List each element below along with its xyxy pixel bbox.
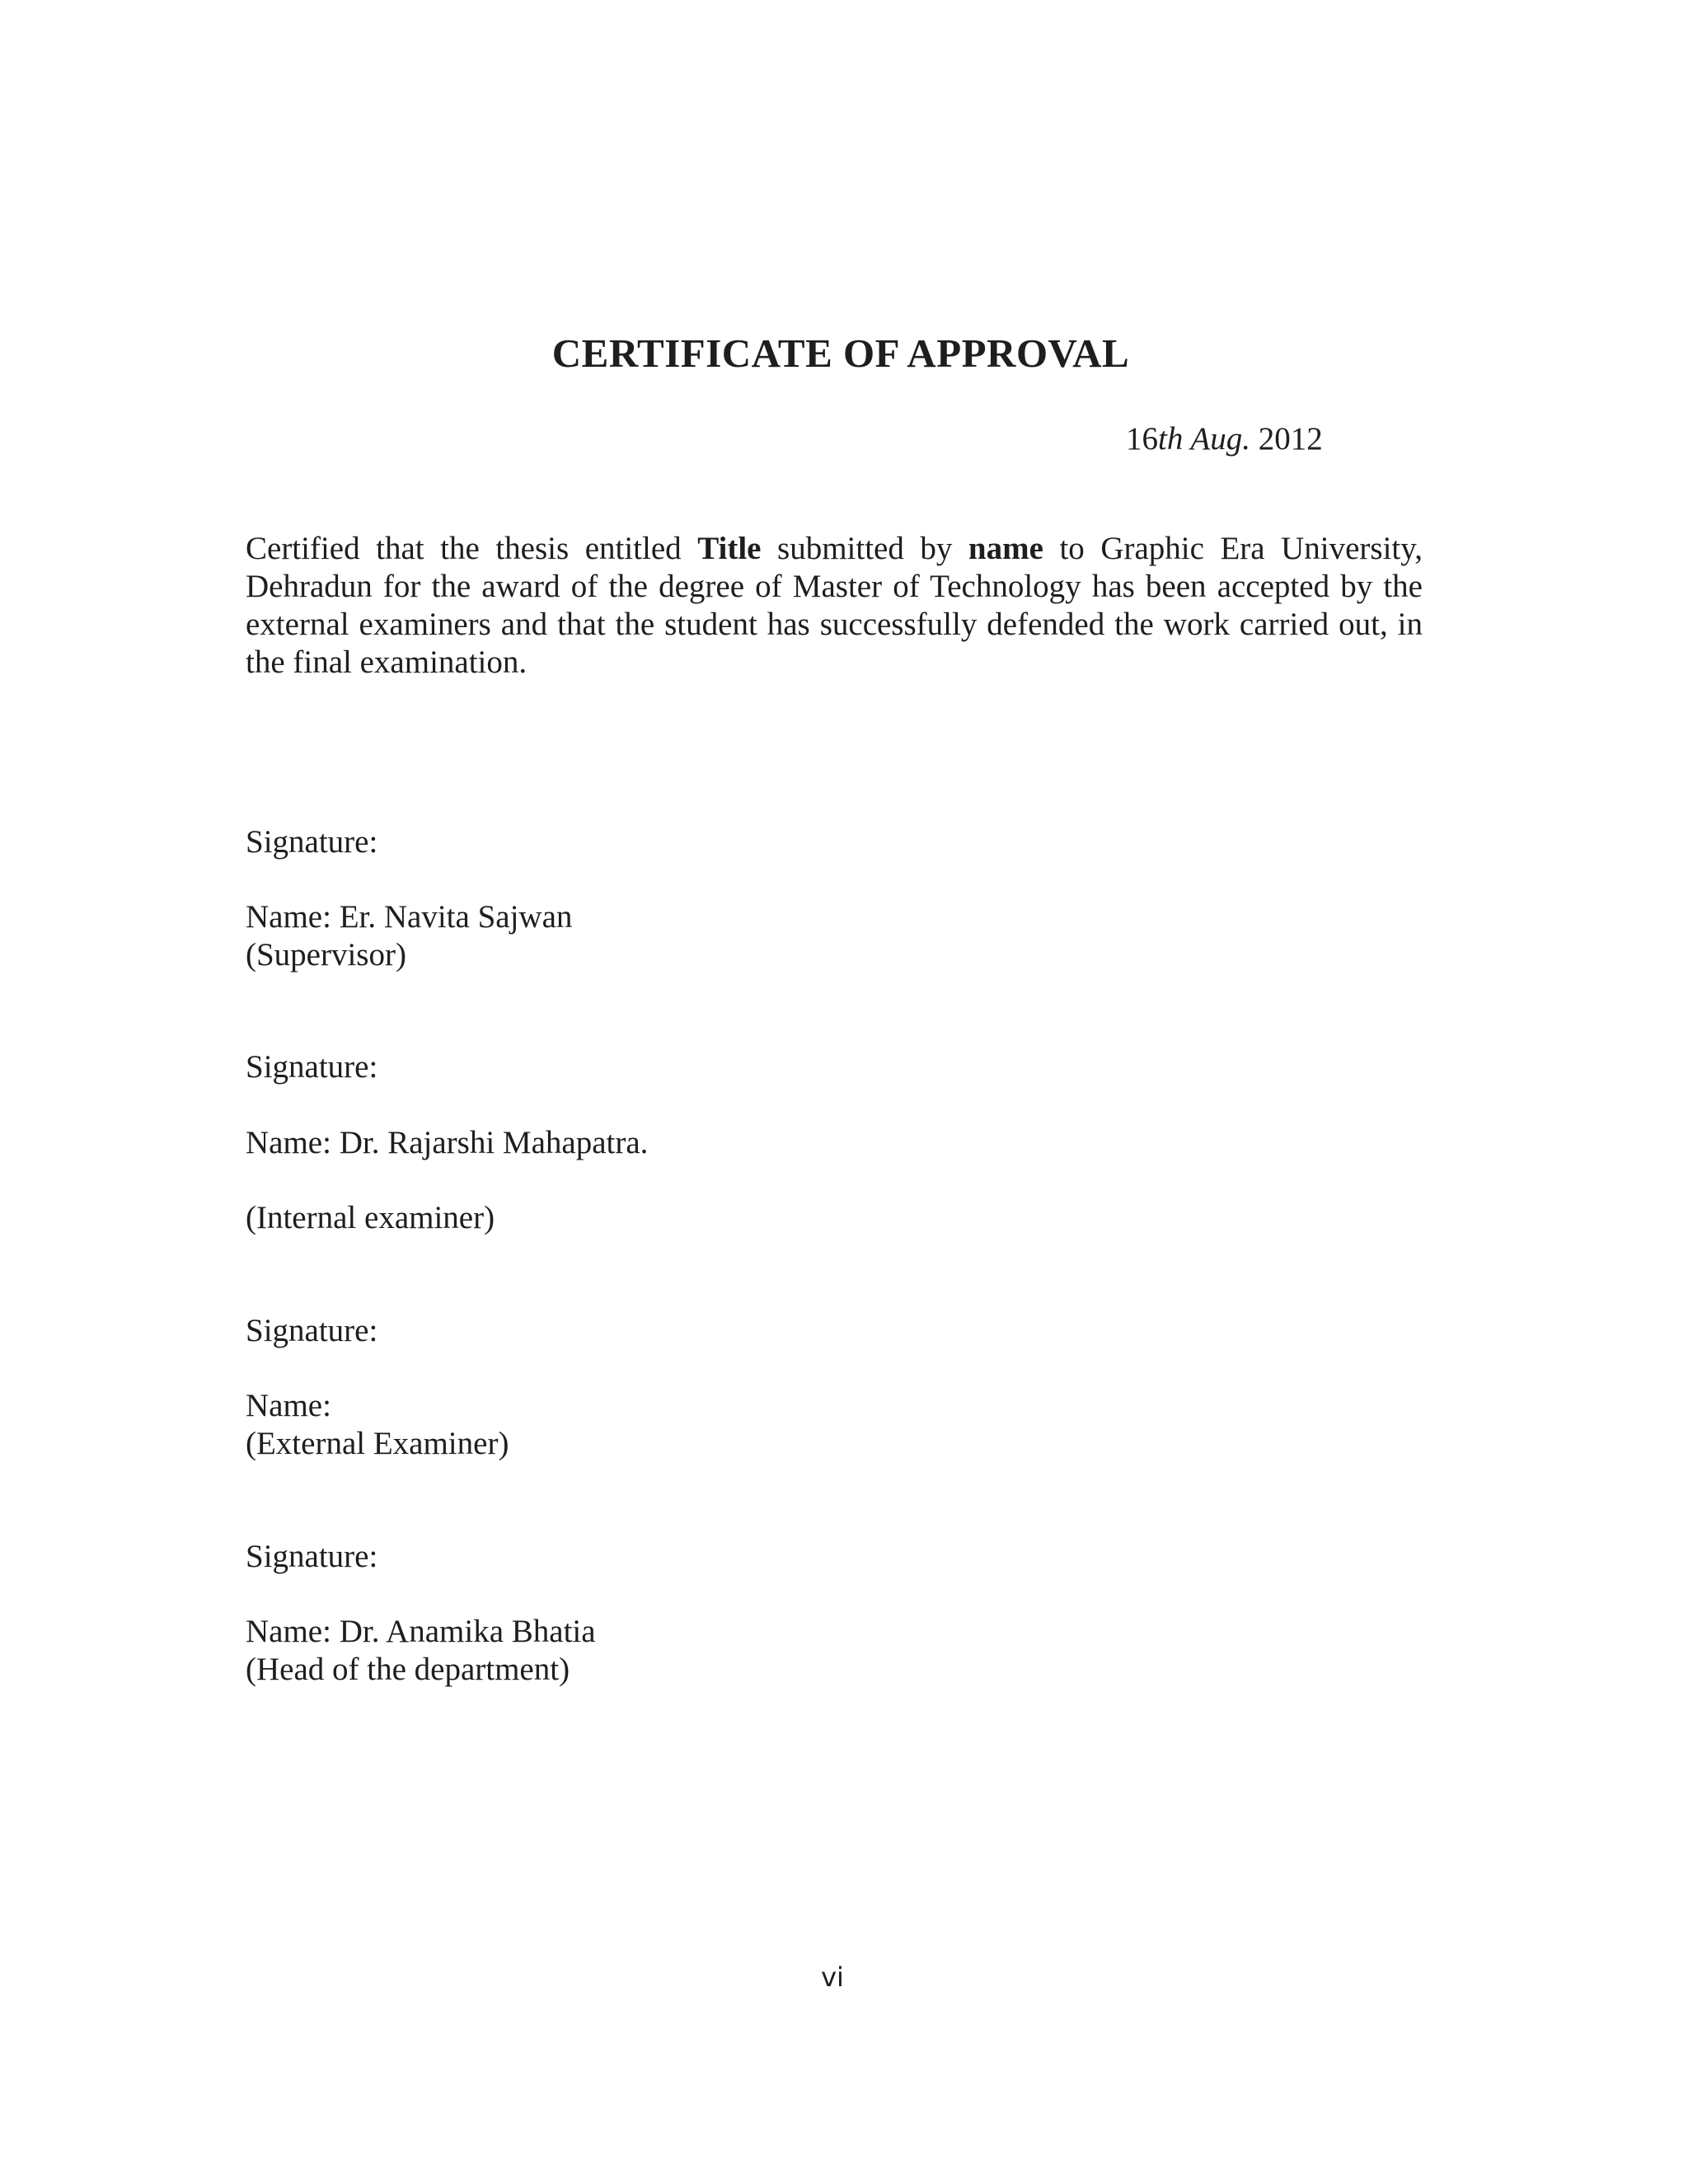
hod-role: (Head of the department) (246, 1652, 570, 1687)
external-examiner-signature-label: Signature: (246, 1313, 378, 1348)
date-year: 2012 (1258, 421, 1323, 457)
supervisor-name: Name: Er. Navita Sajwan (246, 899, 573, 935)
paragraph-text-3: to Graphic Era University, Dehradun for the award of the degree of Master of Technology has been accepted by the external examiners and that the student has successfully defended the work carried out, in the final examination. (246, 531, 1423, 680)
paragraph-text-2: submitted by (761, 531, 968, 566)
date-month: th Aug. (1158, 421, 1250, 457)
external-examiner-name: Name: (246, 1388, 331, 1423)
hod-signature-label: Signature: (246, 1539, 378, 1574)
page-number: vi (821, 1961, 844, 1993)
date-day: 16 (1126, 421, 1158, 457)
page-title: CERTIFICATE OF APPROVAL (551, 330, 1130, 376)
certification-paragraph (246, 530, 1423, 682)
paragraph-text-1: Certified that the thesis entitled (246, 531, 698, 566)
hod-name: Name: Dr. Anamika Bhatia (246, 1614, 596, 1649)
external-examiner-role: (External Examiner) (246, 1426, 509, 1461)
supervisor-role: (Supervisor) (246, 937, 406, 972)
student-name: name (968, 531, 1043, 566)
internal-examiner-signature-label: Signature: (246, 1049, 378, 1085)
certificate-date (1126, 420, 1323, 457)
internal-examiner-name: Name: Dr. Rajarshi Mahapatra. (246, 1125, 649, 1160)
thesis-title: Title (697, 531, 762, 566)
internal-examiner-role: (Internal examiner) (246, 1200, 495, 1235)
supervisor-signature-label: Signature: (246, 824, 378, 860)
